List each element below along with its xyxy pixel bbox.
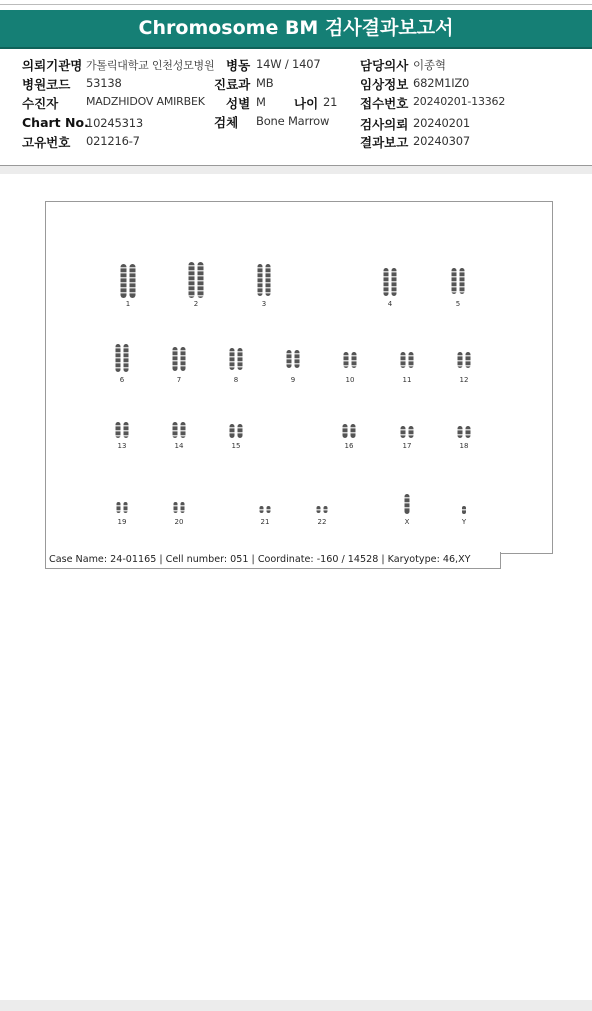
chromosome-band: [458, 365, 463, 367]
chromosome-band: [351, 432, 356, 434]
chromosome-band: [130, 292, 136, 294]
chromosome-band: [384, 286, 389, 288]
sex-label: 성별: [226, 96, 251, 111]
chromosome-label-17: 17: [402, 442, 412, 450]
chromosome-band: [238, 356, 243, 358]
chromosome-label-9: 9: [290, 376, 296, 384]
chromosome-band: [174, 510, 178, 512]
section-band: [0, 166, 592, 174]
chromosome-label-Y: Y: [461, 518, 467, 526]
chromosome-band: [295, 358, 300, 360]
chromosome-band: [117, 505, 121, 507]
chromosome-band: [287, 363, 292, 365]
chromosome-band: [344, 360, 349, 362]
chromosome-band: [124, 425, 129, 427]
chromosome-band: [124, 430, 129, 432]
chromosome-band: [198, 275, 204, 277]
chromosome-band: [287, 358, 292, 360]
chromosome-band: [198, 290, 204, 292]
chromosome-band: [181, 355, 186, 357]
chromosome-band: [266, 287, 271, 289]
chromosome-label-19: 19: [117, 518, 127, 526]
chromosome-band: [124, 505, 128, 507]
chromosome-pair-18: [458, 426, 471, 450]
chromosome-band: [238, 351, 243, 353]
chromosome-band: [117, 510, 121, 512]
chromosome-pair-10: [344, 352, 357, 384]
hospital-label: 의뢰기관명: [22, 58, 83, 73]
chromosome-pair-4: [384, 268, 397, 308]
report-date-value: 20240307: [413, 134, 470, 148]
chromosome-band: [258, 287, 263, 289]
chromosome-pair-8: [230, 348, 243, 384]
chromosome-band: [287, 353, 292, 355]
chromosome-label-22: 22: [317, 518, 327, 526]
chromosome-pair-7: [173, 347, 186, 384]
chromosome-pair-X: [405, 494, 410, 526]
chromosome-band: [198, 265, 204, 267]
report-date-label: 결과보고: [360, 135, 409, 150]
chart-no-label: Chart No.: [22, 115, 89, 130]
chromosome-band: [260, 509, 264, 511]
chromosome-band: [267, 509, 271, 511]
chromosome-band: [173, 430, 178, 432]
chromosome-label-X: X: [404, 518, 410, 526]
chromosome-band: [460, 276, 465, 278]
chromosome-band: [198, 280, 204, 282]
chromosome-label-1: 1: [125, 300, 131, 308]
chromosome-band: [116, 425, 121, 427]
chromosome-band: [452, 286, 457, 288]
chromosome-band: [121, 292, 127, 294]
chromosome-band: [189, 295, 195, 297]
chromosome-label-18: 18: [459, 442, 469, 450]
chromosome-band: [458, 360, 463, 362]
unique-no-label: 고유번호: [22, 135, 71, 150]
chromosome-band: [121, 287, 127, 289]
chromosome-band: [405, 502, 410, 504]
chromosome-3-b: [266, 264, 271, 296]
chromosome-pair-16: [343, 424, 356, 450]
chromosome-band: [181, 435, 186, 437]
chromosome-band: [116, 362, 121, 364]
chromosome-band: [258, 267, 263, 269]
chromosome-band: [384, 276, 389, 278]
chromosome-15-a: [230, 424, 235, 438]
chromosome-band: [401, 360, 406, 362]
chromosome-band: [230, 361, 235, 363]
chromosome-label-20: 20: [174, 518, 184, 526]
chromosome-pair-17: [401, 426, 414, 450]
chromosome-band: [409, 429, 414, 431]
chromosome-band: [384, 281, 389, 283]
chromosome-pair-3: [258, 264, 271, 308]
chromosome-band: [462, 509, 466, 511]
chromosome-band: [116, 430, 121, 432]
chromosome-band: [405, 507, 410, 509]
chromosome-label-4: 4: [387, 300, 393, 308]
chromosome-band: [181, 430, 186, 432]
report-title: Chromosome BM 검사결과보고서: [0, 10, 592, 49]
chromosome-band: [124, 352, 129, 354]
chromosome-18-b: [466, 426, 471, 438]
chart-no-value: 10245313: [86, 116, 143, 130]
chromosome-band: [174, 505, 178, 507]
chromosome-band: [181, 365, 186, 367]
chromosome-label-21: 21: [260, 518, 270, 526]
chromosome-band: [317, 509, 321, 511]
chromosome-band: [405, 497, 410, 499]
chromosome-band: [452, 281, 457, 283]
chromosome-band: [409, 365, 414, 367]
chromosome-band: [238, 432, 243, 434]
request-date-value: 20240201: [413, 116, 470, 130]
chromosome-band: [189, 285, 195, 287]
chromosome-band: [392, 286, 397, 288]
chromosome-band: [452, 291, 457, 293]
chromosome-band: [181, 510, 185, 512]
chromosome-band: [458, 429, 463, 431]
chromosome-band: [116, 352, 121, 354]
chromosome-band: [230, 356, 235, 358]
chromosome-band: [258, 277, 263, 279]
chromosome-band: [124, 347, 129, 349]
chromosome-3-a: [258, 264, 263, 296]
chromosome-band: [401, 434, 406, 436]
chromosome-band: [198, 270, 204, 272]
chromosome-band: [351, 427, 356, 429]
chromosome-band: [130, 282, 136, 284]
chromosome-band: [452, 271, 457, 273]
chromosome-band: [466, 434, 471, 436]
chromosome-band: [189, 265, 195, 267]
chromosome-band: [258, 272, 263, 274]
chromosome-17-a: [401, 426, 406, 438]
receipt-label: 접수번호: [360, 96, 409, 111]
chromosome-band: [173, 355, 178, 357]
chromosome-pair-13: [116, 422, 129, 450]
chromosome-band: [460, 281, 465, 283]
chromosome-band: [124, 367, 129, 369]
chromosome-15-b: [238, 424, 243, 438]
chromosome-band: [116, 435, 121, 437]
chromosome-band: [173, 435, 178, 437]
chromosome-band: [409, 360, 414, 362]
chromosome-17-b: [409, 426, 414, 438]
chromosome-band: [181, 360, 186, 362]
chromosome-band: [130, 267, 136, 269]
chromosome-band: [238, 366, 243, 368]
chromosome-16-a: [343, 424, 348, 438]
chromosome-pair-2: [189, 262, 204, 308]
chromosome-band: [324, 509, 328, 511]
chromosome-pair-22: [317, 506, 328, 526]
chromosome-band: [392, 271, 397, 273]
chromosome-band: [352, 365, 357, 367]
chromosome-band: [230, 432, 235, 434]
hospital-value: 가톨릭대학교 인천성모병원: [86, 59, 215, 72]
chromosome-band: [460, 271, 465, 273]
chromosome-band: [130, 272, 136, 274]
chromosome-band: [452, 276, 457, 278]
patient-info-section: [0, 52, 592, 165]
chromosome-band: [392, 281, 397, 283]
chromosome-band: [266, 272, 271, 274]
chromosome-label-11: 11: [402, 376, 412, 384]
chromosome-band: [189, 275, 195, 277]
chromosome-pair-12: [458, 352, 471, 384]
chromosome-label-8: 8: [233, 376, 239, 384]
karyotype-caption: Case Name: 24-01165 | Cell number: 051 | Coordinate: -160 / 14528 | Karyotype: 46,XY: [45, 552, 501, 569]
chromosome-16-b: [351, 424, 356, 438]
clinical-label: 임상정보: [360, 77, 409, 92]
doctor-value: 이종혁: [413, 58, 446, 72]
chromosome-band: [121, 267, 127, 269]
chromosome-pair-15: [230, 424, 243, 450]
chromosome-band: [173, 360, 178, 362]
chromosome-label-5: 5: [455, 300, 461, 308]
chromosome-label-2: 2: [193, 300, 199, 308]
patient-label: 수진자: [22, 96, 59, 111]
chromosome-band: [258, 292, 263, 294]
chromosome-band: [116, 347, 121, 349]
chromosome-band: [238, 361, 243, 363]
request-date-label: 검사의뢰: [360, 117, 409, 132]
chromosome-band: [466, 360, 471, 362]
chromosome-band: [124, 357, 129, 359]
chromosome-band: [121, 277, 127, 279]
chromosome-band: [173, 425, 178, 427]
chromosome-label-13: 13: [117, 442, 127, 450]
chromosome-band: [384, 271, 389, 273]
chromosome-band: [130, 287, 136, 289]
chromosome-band: [198, 285, 204, 287]
chromosome-label-14: 14: [174, 442, 184, 450]
chromosome-band: [344, 365, 349, 367]
chromosome-band: [460, 291, 465, 293]
chromosome-band: [401, 365, 406, 367]
chromosome-band: [384, 291, 389, 293]
chromosome-band: [124, 435, 129, 437]
chromosome-band: [173, 365, 178, 367]
chromosome-pair-1: [121, 264, 136, 308]
chromosome-label-15: 15: [231, 442, 241, 450]
chromosome-label-3: 3: [261, 300, 267, 308]
chromosome-pair-21: [260, 506, 271, 526]
chromosome-band: [230, 366, 235, 368]
doctor-label: 담당의사: [360, 58, 409, 73]
chromosome-band: [173, 350, 178, 352]
chromosome-band: [466, 355, 471, 357]
chromosome-band: [466, 365, 471, 367]
chromosome-pair-14: [173, 422, 186, 450]
specimen-label: 검체: [214, 115, 239, 130]
age-label: 나이: [294, 96, 319, 111]
chromosome-band: [401, 355, 406, 357]
ward-value: 14W / 1407: [256, 57, 321, 71]
department-value: MB: [256, 76, 274, 90]
chromosome-pair-11: [401, 352, 414, 384]
chromosome-band: [181, 425, 186, 427]
chromosome-band: [343, 432, 348, 434]
chromosome-band: [466, 429, 471, 431]
chromosome-band: [458, 434, 463, 436]
chromosome-band: [266, 292, 271, 294]
chromosome-band: [460, 286, 465, 288]
chromosome-pair-Y: [461, 506, 467, 526]
chromosome-band: [392, 276, 397, 278]
chromosome-band: [352, 355, 357, 357]
chromosome-label-16: 16: [344, 442, 354, 450]
department-label: 진료과: [214, 77, 251, 92]
sex-value: M: [256, 95, 266, 109]
chromosome-band: [230, 427, 235, 429]
chromosome-band: [238, 427, 243, 429]
chromosome-band: [409, 355, 414, 357]
chromosome-band: [116, 367, 121, 369]
chromosome-pair-9: [287, 350, 300, 384]
top-border: [0, 4, 592, 5]
specimen-value: Bone Marrow: [256, 114, 330, 128]
chromosome-band: [189, 270, 195, 272]
age-value: 21: [323, 95, 338, 109]
hospital-code-label: 병원코드: [22, 77, 71, 92]
chromosome-pair-6: [116, 344, 129, 384]
chromosome-pair-20: [174, 502, 185, 526]
chromosome-band: [230, 351, 235, 353]
chromosome-band: [121, 282, 127, 284]
chromosome-band: [189, 280, 195, 282]
chromosome-band: [258, 282, 263, 284]
chromosome-band: [198, 295, 204, 297]
chromosome-label-10: 10: [345, 376, 355, 384]
chromosome-label-12: 12: [459, 376, 469, 384]
chromosome-band: [401, 429, 406, 431]
chromosome-band: [124, 362, 129, 364]
chromosome-band: [343, 427, 348, 429]
karyogram: [46, 202, 552, 553]
chromosome-band: [181, 505, 185, 507]
chromosome-band: [295, 353, 300, 355]
chromosome-band: [124, 510, 128, 512]
chromosome-label-6: 6: [119, 376, 125, 384]
chromosome-band: [181, 350, 186, 352]
chromosome-band: [266, 277, 271, 279]
karyotype-image: [45, 201, 553, 554]
clinical-value: 682M1IZ0: [413, 76, 470, 90]
chromosome-band: [352, 360, 357, 362]
patient-value: MADZHIDOV AMIRBEK: [86, 95, 205, 108]
chromosome-band: [266, 282, 271, 284]
chromosome-band: [392, 291, 397, 293]
chromosome-band: [116, 357, 121, 359]
chromosome-pair-5: [452, 268, 465, 308]
chromosome-band: [121, 272, 127, 274]
chromosome-band: [409, 434, 414, 436]
chromosome-band: [189, 290, 195, 292]
ward-label: 병동: [226, 58, 251, 73]
chromosome-label-7: 7: [176, 376, 182, 384]
chromosome-18-a: [458, 426, 463, 438]
bottom-band: [0, 1000, 592, 1011]
unique-no-value: 021216-7: [86, 134, 140, 148]
chromosome-pair-19: [117, 502, 128, 526]
hospital-code-value: 53138: [86, 76, 122, 90]
receipt-value: 20240201-13362: [413, 95, 506, 108]
chromosome-band: [458, 355, 463, 357]
chromosome-band: [130, 277, 136, 279]
chromosome-band: [266, 267, 271, 269]
chromosome-band: [344, 355, 349, 357]
chromosome-band: [295, 363, 300, 365]
